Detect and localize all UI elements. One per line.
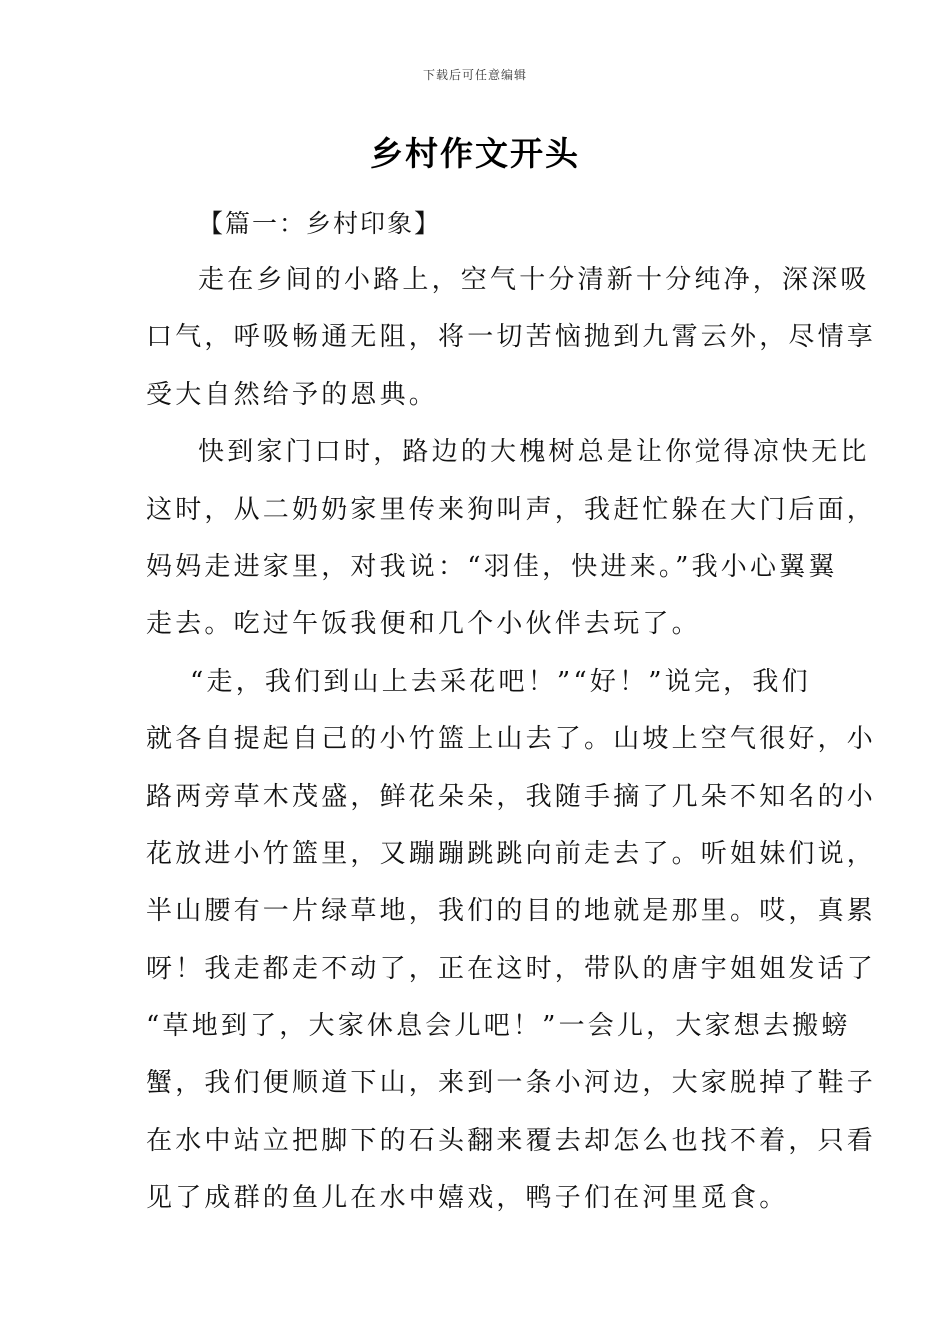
paragraph-line: 受大自然给予的恩典。 (146, 379, 439, 410)
paragraph-line: 走去。吃过午饭我便和几个小伙伴去玩了。 (146, 609, 701, 640)
paragraph-line: 在水中站立把脚下的石头翻来覆去却怎么也找不着，只看 (146, 1125, 877, 1156)
paragraph-line: 呀！我走都走不动了，正在这时，带队的唐宇姐姐发话了 (146, 953, 877, 984)
paragraph-line: 花放进小竹篮里，又蹦蹦跳跳向前走去了。听姐妹们说， (146, 838, 877, 869)
document-title: 乡村作文开头 (370, 134, 580, 173)
paragraph-line: 半山腰有一片绿草地，我们的目的地就是那里。哎，真累 (146, 896, 877, 927)
paragraph-line: 路两旁草木茂盛，鲜花朵朵，我随手摘了几朵不知名的小 (146, 781, 877, 812)
paragraph-line: 妈妈走进家里，对我说：“羽佳，快进来。”我小心翼翼 (146, 551, 838, 582)
header-note: 下载后可任意编辑 (422, 68, 527, 82)
paragraph-line: “草地到了，大家休息会儿吧！”一会儿，大家想去搬螃 (146, 1011, 851, 1042)
paragraph-line: 蟹，我们便顺道下山，来到一条小河边，大家脱掉了鞋子 (146, 1068, 877, 1099)
paragraph-line: 口气，呼吸畅通无阻，将一切苦恼抛到九霄云外，尽情享 (146, 322, 877, 353)
paragraph-line: 见了成群的鱼儿在水中嬉戏，鸭子们在河里觅食。 (146, 1183, 789, 1214)
body-text (146, 258, 877, 1234)
paragraph-line: “走，我们到山上去采花吧！”“好！”说完，我们 (190, 666, 811, 697)
paragraph-line: 快到家门口时，路边的大槐树总是让你觉得凉快无比 (198, 437, 870, 468)
section-heading: 【篇一：乡村印象】 (198, 209, 442, 238)
paragraph-line: 就各自提起自己的小竹篮上山去了。山坡上空气很好，小 (146, 724, 877, 755)
paragraph-line: 走在乡间的小路上，空气十分清新十分纯净，深深吸 (198, 265, 870, 295)
paragraph-line: 这时，从二奶奶家里传来狗叫声，我赶忙躲在大门后面， (146, 494, 877, 525)
